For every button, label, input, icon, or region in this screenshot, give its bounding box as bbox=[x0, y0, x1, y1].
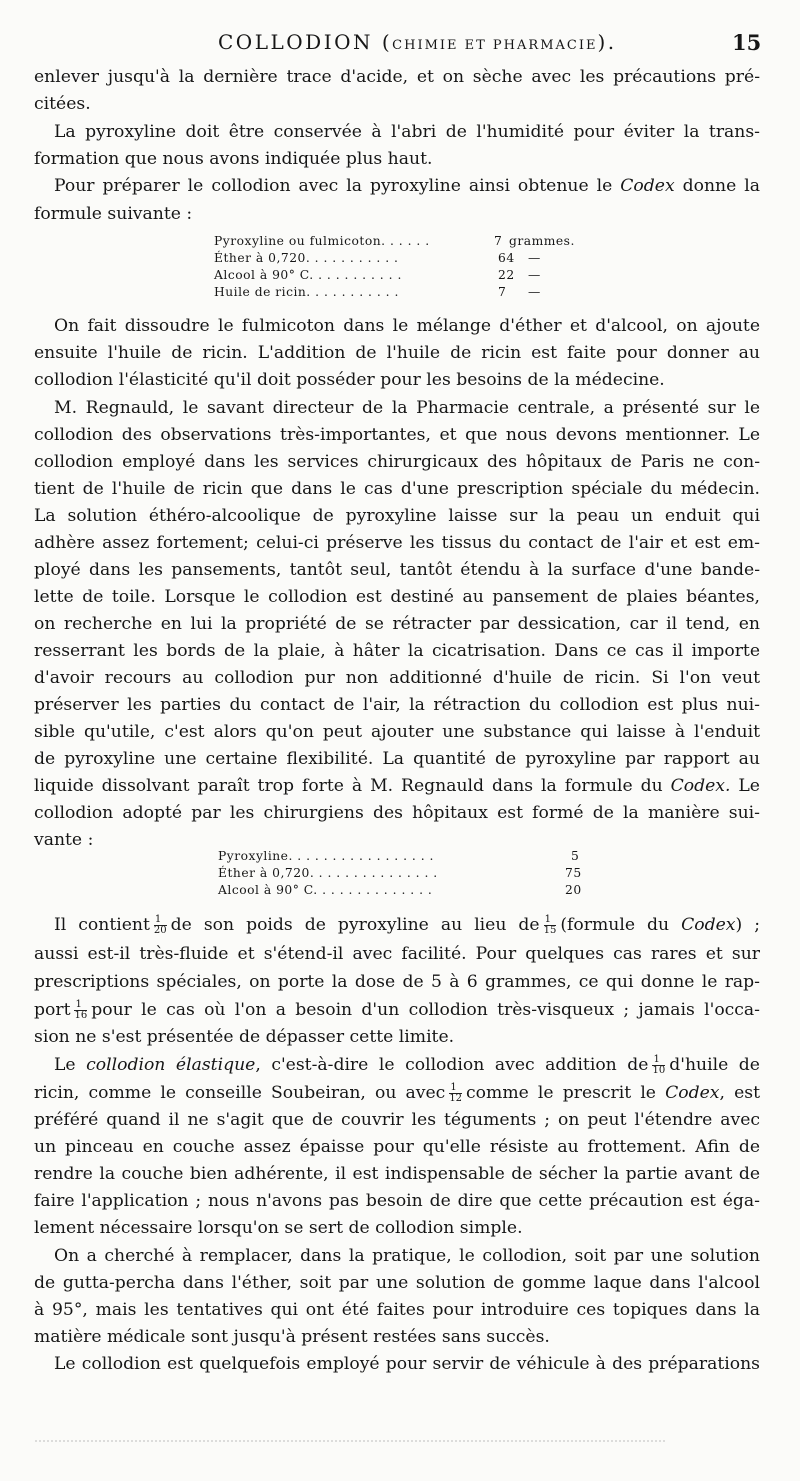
text-line: préserver les parties du contact de l'air, la rétraction du collodion est plus nui- bbox=[34, 695, 760, 715]
text-line: à 95°, mais les tentatives qui ont été faites pour introduire ces topiques dans la bbox=[34, 1300, 760, 1320]
text-line: un pinceau en couche assez épaisse pour qu'elle résiste au frottement. Afin de bbox=[34, 1137, 760, 1157]
text-line: Le collodion est quelquefois employé pour servir de véhicule à des préparations bbox=[54, 1354, 760, 1374]
ingredient-unit: — bbox=[528, 251, 541, 265]
ingredient-name: Alcool à 90° C. . . . . . . . . . . . . . bbox=[218, 883, 433, 897]
text-line: collodion employé dans les services chirurgicaux des hôpitaux de Paris ne con- bbox=[34, 452, 760, 472]
text-line: lette de toile. Lorsque le collodion est destiné au pansement de plaies béantes, bbox=[34, 587, 760, 607]
text-line: de pyroxyline une certaine flexibilité. La quantité de pyroxyline par rapport au bbox=[34, 749, 760, 769]
fraction bbox=[74, 1000, 87, 1021]
text-line: préféré quand il ne s'agit que de couvrir les téguments ; on peut l'étendre avec bbox=[34, 1110, 760, 1130]
text-line: adhère assez fortement; celui-ci préserve les tissus du contact de l'air et est em- bbox=[34, 533, 760, 553]
ingredient-unit: — bbox=[528, 285, 541, 299]
fraction-numerator: 1 bbox=[544, 915, 557, 926]
formula-codex bbox=[214, 233, 614, 303]
text-line: formule suivante : bbox=[34, 204, 193, 224]
text-run: ) ; bbox=[735, 915, 760, 935]
formula-row bbox=[218, 882, 582, 898]
text-run: (formule du bbox=[560, 915, 682, 935]
text-run: Le bbox=[730, 776, 760, 796]
text-line: matière médicale sont jusqu'à présent restées sans succès. bbox=[34, 1327, 550, 1347]
ingredient-name: Éther à 0,720. . . . . . . . . . . . . . . bbox=[218, 866, 438, 880]
ingredient-unit: — bbox=[528, 268, 541, 282]
text-line: formation que nous avons indiquée plus haut. bbox=[34, 149, 433, 169]
text-line: enlever jusqu'à la dernière trace d'acide, et on sèche avec les précautions pré- bbox=[34, 67, 760, 87]
text-line: aussi est-il très-fluide et s'étend-il avec facilité. Pour quelques cas rares et sur bbox=[34, 944, 760, 964]
text-line: resserrant les bords de la plaie, à hâter la cicatrisation. Dans ce cas il importe bbox=[34, 641, 760, 661]
ingredient-unit: grammes. bbox=[509, 234, 575, 248]
text-line: tient de l'huile de ricin que dans le cas d'une prescription spéciale du médecin. bbox=[34, 479, 760, 499]
text-line: collodion l'élasticité qu'il doit posséder pour les besoins de la médecine. bbox=[34, 370, 665, 390]
running-title bbox=[218, 30, 617, 54]
text-line: faire l'application ; nous n'avons pas besoin de dire que cette précaution est éga- bbox=[34, 1191, 760, 1211]
fraction bbox=[544, 915, 557, 936]
ingredient-name: Alcool à 90° C. . . . . . . . . . . bbox=[214, 268, 402, 282]
text-line: collodion des observations très-importantes, et que nous devons mentionner. Le bbox=[34, 425, 760, 445]
ingredient-quantity: 75 bbox=[565, 866, 582, 880]
text-line bbox=[54, 174, 760, 199]
text-line: d'avoir recours au collodion pur non additionné d'huile de ricin. Si l'on veut bbox=[34, 668, 760, 688]
running-header bbox=[0, 30, 800, 60]
formula-row bbox=[214, 250, 614, 266]
codex-title: Codex bbox=[681, 915, 736, 935]
fraction-numerator: 1 bbox=[74, 1000, 87, 1011]
text-run: comme le prescrit le bbox=[466, 1083, 666, 1103]
fraction-numerator: 1 bbox=[154, 915, 167, 926]
ingredient-quantity: 7 bbox=[498, 285, 507, 299]
formula-regnauld bbox=[218, 848, 582, 900]
fraction bbox=[652, 1055, 665, 1076]
ingredient-quantity: 5 bbox=[571, 849, 580, 863]
text-run: port bbox=[34, 1000, 71, 1020]
text-run: d'huile de bbox=[669, 1055, 760, 1075]
fraction bbox=[154, 915, 167, 936]
text-line: ensuite l'huile de ricin. L'addition de l'huile de ricin est faite pour donner au bbox=[34, 343, 760, 363]
formula-row bbox=[218, 848, 578, 864]
text-line: de gutta-percha dans l'éther, soit par une solution de gomme laque dans l'alcool bbox=[34, 1273, 760, 1293]
text-run: Le bbox=[54, 1055, 87, 1075]
ingredient-name: Éther à 0,720. . . . . . . . . . . bbox=[214, 251, 399, 265]
formula-row bbox=[214, 267, 614, 283]
text-run: ricin, comme le conseille Soubeiran, ou avec bbox=[34, 1083, 446, 1103]
text-line: rendre la couche bien adhérente, il est indispensable de sécher la partie avant de bbox=[34, 1164, 760, 1184]
text-line: On a cherché à remplacer, dans la pratique, le collodion, soit par une solution bbox=[54, 1246, 760, 1266]
fraction-denominator: 10 bbox=[652, 1065, 666, 1076]
ingredient-name: Pyroxyline. . . . . . . . . . . . . . . . . bbox=[218, 849, 434, 863]
text-run: liquide dissolvant paraît trop forte à M. Regnauld dans la formule du bbox=[34, 776, 671, 796]
text-run: pour le cas où l'on a besoin d'un collodion très-visqueux ; jamais l'occa- bbox=[91, 1000, 760, 1020]
text-line: citées. bbox=[34, 94, 91, 114]
text-line: On fait dissoudre le fulmicoton dans le mélange d'éther et d'alcool, on ajoute bbox=[54, 316, 760, 336]
bleed-through-divider bbox=[35, 1440, 665, 1442]
text-line bbox=[34, 774, 760, 799]
text-line: on recherche en lui la propriété de se rétracter par dessication, car il tend, en bbox=[34, 614, 760, 634]
text-run: de son poids de pyroxyline au lieu de bbox=[170, 915, 540, 935]
text-line bbox=[54, 913, 760, 938]
italic-term: collodion élastique bbox=[86, 1055, 256, 1075]
ingredient-quantity: 20 bbox=[565, 883, 582, 897]
codex-title: Codex. bbox=[670, 776, 731, 796]
codex-title: Codex bbox=[620, 176, 675, 196]
formula-row bbox=[214, 284, 614, 300]
text-line: prescriptions spéciales, on porte la dose de 5 à 6 grammes, ce qui donne le rap- bbox=[34, 972, 760, 992]
fraction bbox=[449, 1083, 462, 1104]
text-line: sible qu'utile, c'est alors qu'on peut ajouter une substance qui laisse à l'enduit bbox=[34, 722, 760, 742]
formula-row bbox=[218, 865, 582, 881]
text-run: , c'est-à-dire le collodion avec addition de bbox=[255, 1055, 649, 1075]
formula-row bbox=[214, 233, 614, 249]
ingredient-name: Huile de ricin. . . . . . . . . . . bbox=[214, 285, 399, 299]
text-line: collodion adopté par les chirurgiens des hôpitaux est formé de la manière sui- bbox=[34, 803, 760, 823]
running-title-end: ). bbox=[597, 30, 617, 54]
text-line: M. Regnauld, le savant directeur de la Pharmacie centrale, a présenté sur le bbox=[54, 398, 760, 418]
ingredient-quantity: 22 bbox=[498, 268, 515, 282]
fraction-numerator: 1 bbox=[449, 1083, 462, 1094]
text-line bbox=[54, 1053, 760, 1078]
running-title-main: COLLODION ( bbox=[218, 30, 393, 54]
fraction-denominator: 15 bbox=[543, 925, 557, 936]
text-line: lement nécessaire lorsqu'on se sert de collodion simple. bbox=[34, 1218, 523, 1238]
text-line: La pyroxyline doit être conservée à l'abri de l'humidité pour éviter la trans- bbox=[54, 122, 760, 142]
ingredient-quantity: 64 bbox=[498, 251, 515, 265]
fraction-denominator: 12 bbox=[449, 1093, 463, 1104]
text-run: , est bbox=[719, 1083, 760, 1103]
text-line: ployé dans les pansements, tantôt seul, tantôt étendu à la surface d'une bande- bbox=[34, 560, 760, 580]
fraction-numerator: 1 bbox=[652, 1055, 665, 1066]
text-run: Il contient bbox=[54, 915, 150, 935]
page-number: 15 bbox=[732, 30, 762, 55]
text-run: Pour préparer le collodion avec la pyroxyline ainsi obtenue le bbox=[54, 176, 621, 196]
fraction-denominator: 20 bbox=[153, 925, 167, 936]
text-run: donne la bbox=[674, 176, 760, 196]
text-line bbox=[34, 998, 760, 1023]
ingredient-name: Pyroxyline ou fulmicoton. . . . . . bbox=[214, 234, 430, 248]
codex-title: Codex bbox=[665, 1083, 720, 1103]
text-line: vante : bbox=[34, 830, 94, 850]
fraction-denominator: 16 bbox=[74, 1010, 88, 1021]
ingredient-quantity: 7 bbox=[494, 234, 503, 248]
text-line bbox=[34, 1081, 760, 1106]
running-title-subject: CHIMIE ET PHARMACIE bbox=[392, 38, 598, 53]
text-line: sion ne s'est présentée de dépasser cette limite. bbox=[34, 1027, 455, 1047]
text-line: La solution éthéro-alcoolique de pyroxyline laisse sur la peau un enduit qui bbox=[34, 506, 760, 526]
